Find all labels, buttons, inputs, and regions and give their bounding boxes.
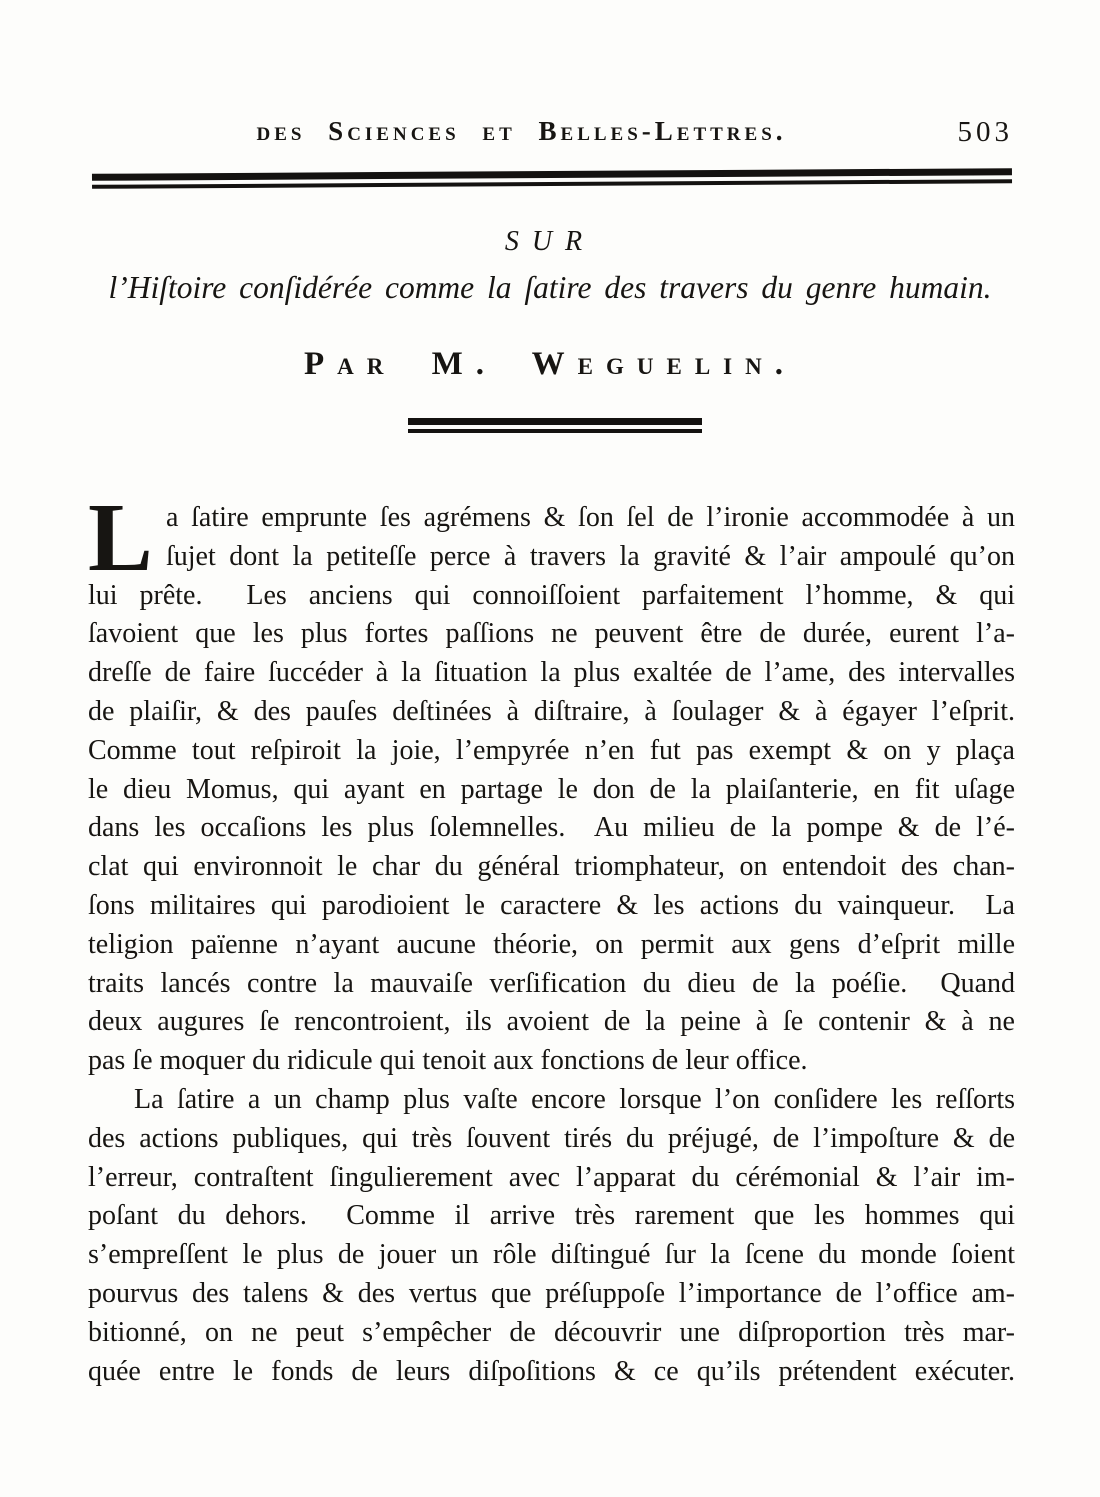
body-line: deux augures ſe rencontroient, ils avoient de la peine à ſe contenir & à ne (88, 1006, 1015, 1038)
running-title: des Sciences et Belles-Lettres. (256, 116, 787, 146)
body-line: s’empreſſent le plus de jouer un rôle diſtingué ſur la ſcene du monde ſoient (88, 1239, 1015, 1271)
article-title: l’Hiſtoire conſidérée comme la ſatire des travers du genre humain. (108, 270, 992, 305)
body-line: clat qui environnoit le char du général triomphateur, on entendoit des chan- (88, 851, 1015, 883)
paragraph-1 (88, 484, 1015, 1081)
article-body (88, 484, 1015, 1391)
body-line: poſant du dehors. Comme il arrive très rarement que les hommes qui (88, 1200, 1015, 1232)
drop-cap: L (88, 484, 153, 591)
body-line: bitionné, on ne peut s’empêcher de découvrir une diſproportion très mar- (88, 1316, 1015, 1348)
section-kicker: SUR (504, 226, 596, 257)
body-line: ſavoient que les plus fortes paſſions ne peuvent être de durée, eurent l’a- (88, 618, 1015, 650)
body-line: dreſſe de faire ſuccéder à la ſituation la plus exaltée de l’ame, des intervalles (88, 657, 1015, 689)
body-line: le dieu Momus, qui ayant en partage le don de la plaiſanterie, en fit uſage (88, 773, 1015, 805)
body-line: lui prête. Les anciens qui connoiſſoient parfaitement l’homme, & qui (88, 579, 1015, 611)
body-line: des actions publiques, qui très ſouvent tirés du préjugé, de l’impoſture & de (88, 1122, 1015, 1154)
body-line: pourvus des talens & des vertus que préſuppoſe l’importance de l’office am- (88, 1277, 1015, 1309)
body-line: ſons militaires qui parodioient le caractere & les actions du vainqueur. La (88, 889, 1015, 921)
body-line: traits lancés contre la mauvaiſe verſification du dieu de la poéſie. Quand (88, 967, 1015, 999)
title-double-rule (408, 418, 702, 433)
body-line: quée entre le fonds de leurs diſpoſitions & ce qu’ils prétendent exécuter. (88, 1355, 1015, 1387)
header-double-rule (92, 168, 1012, 188)
body-line: ſujet dont la petiteſſe perce à travers la gravité & l’air ampoulé qu’on (166, 540, 1015, 572)
byline: Par M. Weguelin. (303, 346, 796, 382)
rule-bar (408, 429, 702, 433)
body-line: l’erreur, contraſtent ſingulierement avec l’apparat du cérémonial & l’air im- (88, 1161, 1015, 1193)
body-line: dans les occaſions les plus ſolemnelles. Au milieu de la pompe & de l’é- (88, 812, 1015, 844)
body-line: de plaiſir, & des pauſes deſtinées à diſtraire, à ſoulager & à égayer l’eſprit. (88, 695, 1015, 727)
page-header (88, 116, 1015, 152)
body-line: Comme tout reſpiroit la joie, l’empyrée n’en fut pas exempt & on y plaça (88, 734, 1015, 766)
paragraph-2 (88, 1081, 1015, 1391)
body-line: La ſatire a un champ plus vaſte encore lorsque l’on conſidere les reſſorts (134, 1083, 1015, 1115)
body-line: pas ſe moquer du ridicule qui tenoit aux fonctions de leur office. (88, 1045, 808, 1077)
body-line: teligion païenne n’ayant aucune théorie, on permit aux gens d’eſprit mille (88, 928, 1015, 960)
page-number: 503 (957, 116, 1013, 148)
rule-bar (408, 418, 702, 425)
body-line: a ſatire emprunte ſes agrémens & ſon ſel de l’ironie accommodée à un (166, 502, 1015, 533)
